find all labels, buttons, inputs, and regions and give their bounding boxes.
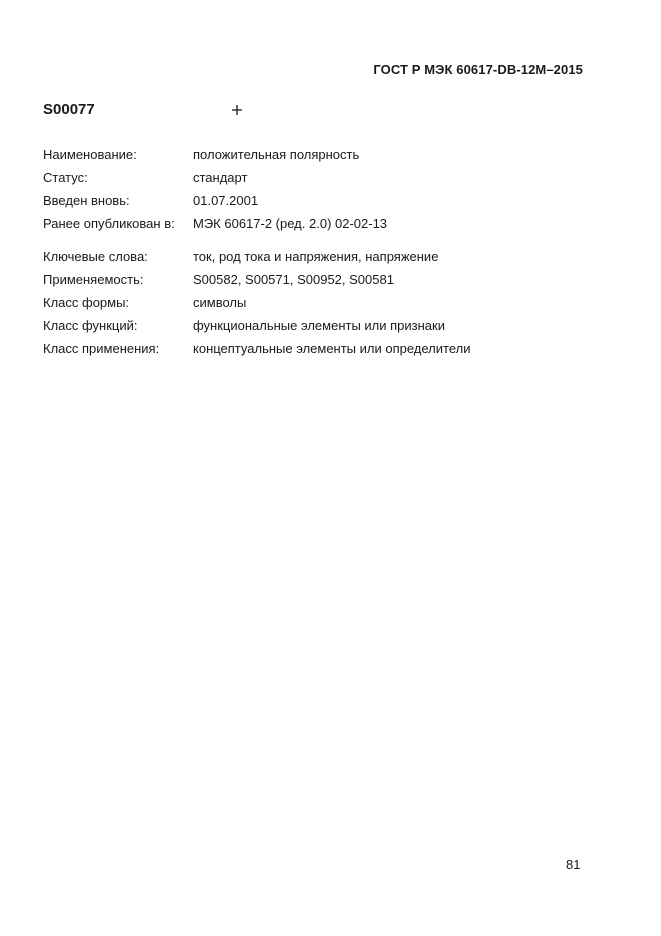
field-row-published-in bbox=[43, 214, 603, 237]
page-number: 81 bbox=[566, 857, 581, 872]
symbol-attributes bbox=[43, 145, 603, 362]
field-label: Наименование: bbox=[43, 147, 137, 162]
field-label: Статус: bbox=[43, 170, 88, 185]
symbol-code: S00077 bbox=[43, 101, 95, 118]
field-value: 01.07.2001 bbox=[193, 193, 259, 208]
field-value: стандарт bbox=[193, 170, 248, 185]
field-row-status bbox=[43, 168, 603, 191]
plus-sign-icon bbox=[230, 103, 244, 117]
group-spacer bbox=[43, 237, 603, 247]
field-row-keywords bbox=[43, 247, 603, 270]
field-label: Введен вновь: bbox=[43, 193, 130, 208]
field-row-application-class bbox=[43, 339, 603, 362]
field-label: Класс функций: bbox=[43, 318, 138, 333]
field-label: Ключевые слова: bbox=[43, 249, 148, 264]
field-row-introduced bbox=[43, 191, 603, 214]
field-value: функциональные элементы или признаки bbox=[193, 318, 445, 333]
field-label: Ранее опубликован в: bbox=[43, 216, 175, 231]
field-value: положительная полярность bbox=[193, 147, 360, 162]
field-row-name bbox=[43, 145, 603, 168]
field-label: Применяемость: bbox=[43, 272, 144, 287]
field-label: Класс формы: bbox=[43, 295, 130, 310]
field-value: ток, род тока и напряжения, напряжение bbox=[193, 249, 439, 264]
field-value: МЭК 60617-2 (ред. 2.0) 02-02-13 bbox=[193, 216, 388, 231]
field-label: Класс применения: bbox=[43, 341, 160, 356]
field-value: символы bbox=[193, 295, 247, 310]
field-value: S00582, S00571, S00952, S00581 bbox=[193, 272, 394, 287]
field-value: концептуальные элементы или определители bbox=[193, 341, 471, 356]
field-row-applicability bbox=[43, 270, 603, 293]
field-row-shape-class bbox=[43, 293, 603, 316]
field-row-function-class bbox=[43, 316, 603, 339]
document-header: ГОСТ Р МЭК 60617-DB-12M–2015 bbox=[373, 62, 583, 77]
